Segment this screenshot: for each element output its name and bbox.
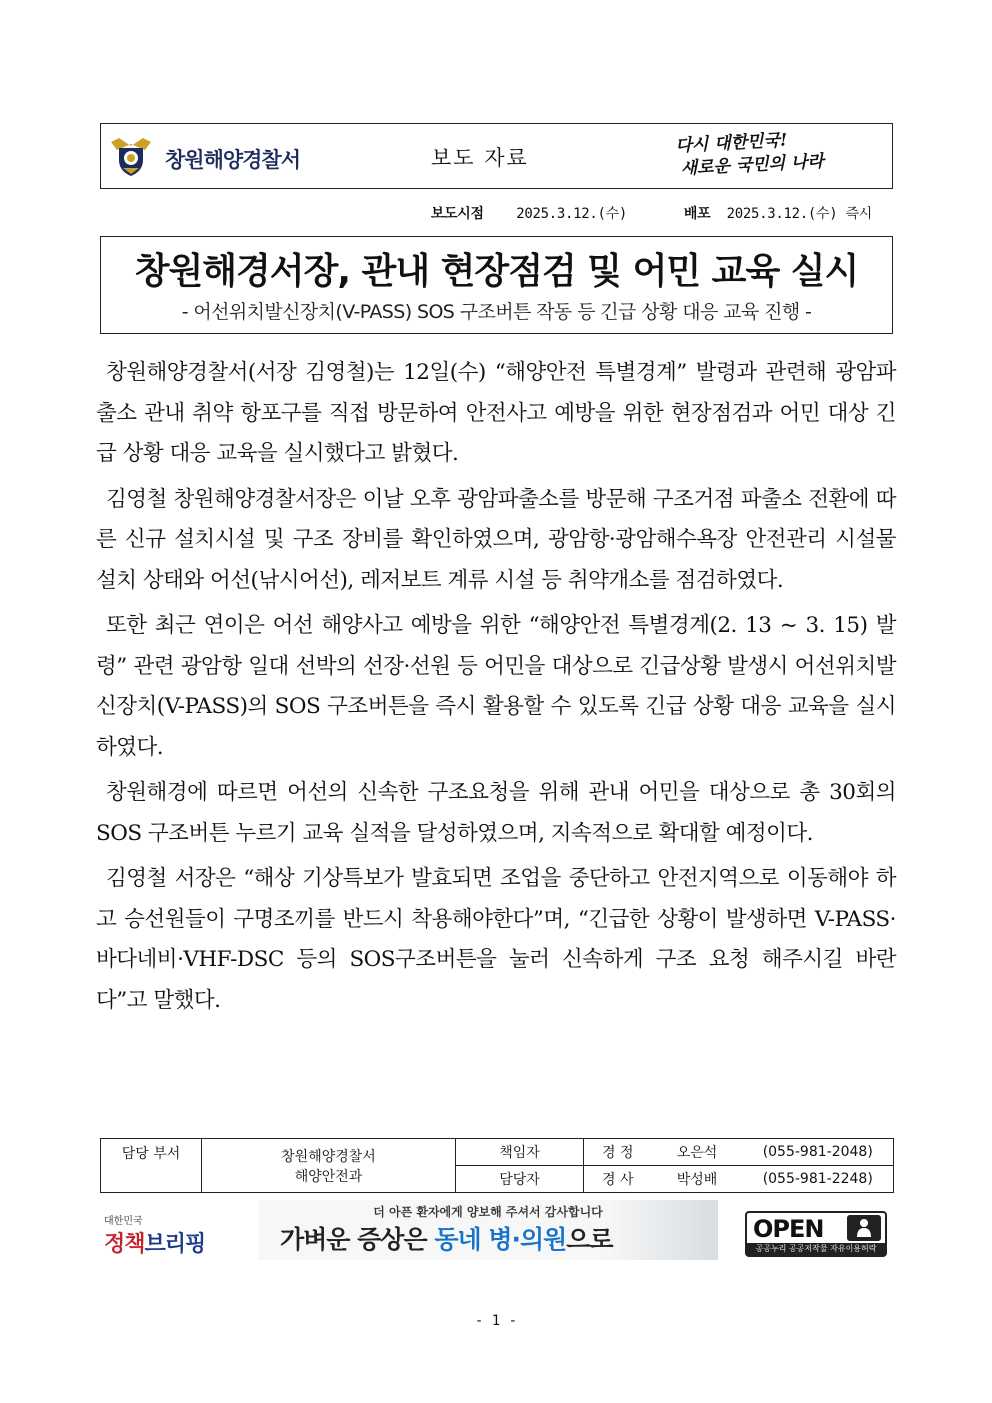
rank-cell: 경 사 (584, 1166, 652, 1193)
article-body (96, 353, 896, 1026)
phone-cell: (055-981-2248) (743, 1166, 894, 1193)
campaign-banner[interactable] (258, 1200, 718, 1260)
role-cell: 담당자 (456, 1166, 584, 1193)
brief-main-text (104, 1227, 216, 1258)
distribution-label: 배포 (683, 206, 711, 222)
rank-cell: 경 정 (584, 1139, 652, 1166)
distribution-value: 2025.3.12.(수) 즉시 (726, 206, 872, 222)
banner-big-b: 동네 병·의원 (434, 1225, 567, 1254)
paragraph-5: 김영철 서장은 “해상 기상특보가 발효되면 조업을 중단하고 안전지역으로 이동해야 하고 승선원들이 구명조끼를 반드시 착용해야한다”며, “긴급한 상황이 발생하면 V-PASS·바다네비·VHF-DSC 등의 SOS구조버튼을 눌러 신속하게 구조 요청 해주시길 바란다”고 말했다. (96, 866, 896, 1013)
banner-big-a: 가벼운 증상은 (280, 1225, 435, 1254)
contact-row (101, 1139, 894, 1166)
doc-type: 보도 자료 (431, 146, 529, 170)
brief-top-text: 대한민국 (104, 1216, 143, 1227)
banner-small-text: 더 아픈 환자에게 양보해 주셔서 감사합니다 (373, 1205, 603, 1219)
attribution-person-icon (847, 1215, 881, 1241)
paragraph-2: 김영철 창원해양경찰서장은 이날 오후 광암파출소를 방문해 구조거점 파출소 전환에 따른 신규 설치시설 및 구조 장비를 확인하였으며, 광암항·광암해수욕장 안전관리 시설물 설치 상태와 어선(낚시어선), 레저보트 계류 시설 등 취약개소를 점검하였다. (96, 486, 896, 593)
brief-main-a: 정책 (104, 1232, 145, 1257)
open-caption: 공공누리 공공저작물 자유이용허락 (747, 1243, 885, 1255)
role-cell: 책임자 (456, 1139, 584, 1166)
slogan-line-1: 다시 대한민국! (674, 130, 788, 157)
dept-line-2: 해양안전과 (294, 1168, 363, 1185)
coast-guard-emblem-icon (109, 134, 153, 178)
dept-name-cell (202, 1139, 456, 1193)
main-title: 창원해경서장, 관내 현장점검 및 어민 교육 실시 (134, 251, 859, 292)
open-word: OPEN (753, 1215, 824, 1243)
slogan (675, 125, 877, 181)
dept-label: 담당 부서 (121, 1146, 181, 1162)
header-box (100, 123, 893, 189)
name-cell: 박성배 (652, 1166, 743, 1193)
phone-cell: (055-981-2048) (743, 1139, 894, 1166)
paragraph-1: 창원해양경찰서(서장 김영철)는 12일(수) “해양안전 특별경계” 발령과 관련해 광암파출소 관내 취약 항포구를 직접 방문하여 안전사고 예방을 위한 현장점검과 어민 대상 긴급 상황 대응 교육을 실시했다고 밝혔다. (96, 360, 896, 466)
title-box (100, 236, 893, 334)
banner-big-c: 으로 (566, 1225, 613, 1254)
contact-table (100, 1138, 894, 1193)
kogl-open-badge (745, 1211, 887, 1257)
brief-main-b: 브리핑 (144, 1232, 206, 1257)
org-name: 창원해양경찰서 (165, 148, 301, 172)
press-time-value: 2025.3.12.(수) (516, 206, 628, 222)
slogan-line-2: 새로운 국민의 나라 (680, 151, 825, 179)
page-number: - 1 - (474, 1313, 518, 1329)
paragraph-3: 또한 최근 연이은 어선 해양사고 예방을 위한 “해양안전 특별경계(2. 13 ~ 3. 15) 발령” 관련 광암항 일대 선박의 선장·선원 등 어민을 대상으로 긴급상황 발생시 어선위치발신장치(V-PASS)의 SOS 구조버튼을 즉시 활용할 수 있도록 긴급 상황 대응 교육을 실시하였다. (96, 613, 896, 760)
dept-label-cell (101, 1139, 202, 1193)
paragraph-4: 창원해경에 따르면 어선의 신속한 구조요청을 위해 관내 어민을 대상으로 총 30회의 SOS 구조버튼 누르기 교육 실적을 달성하였으며, 지속적으로 확대할 예정이다. (96, 780, 896, 846)
press-time-label: 보도시점 (430, 206, 484, 222)
banner-big-text (280, 1220, 613, 1256)
policy-briefing-logo (104, 1212, 216, 1258)
sub-title: - 어선위치발신장치(V-PASS) SOS 구조버튼 작동 등 긴급 상황 대응 교육 진행 - (181, 301, 812, 323)
release-info (431, 203, 872, 223)
name-cell: 오은석 (652, 1139, 743, 1166)
dept-line-1: 창원해양경찰서 (281, 1148, 376, 1165)
